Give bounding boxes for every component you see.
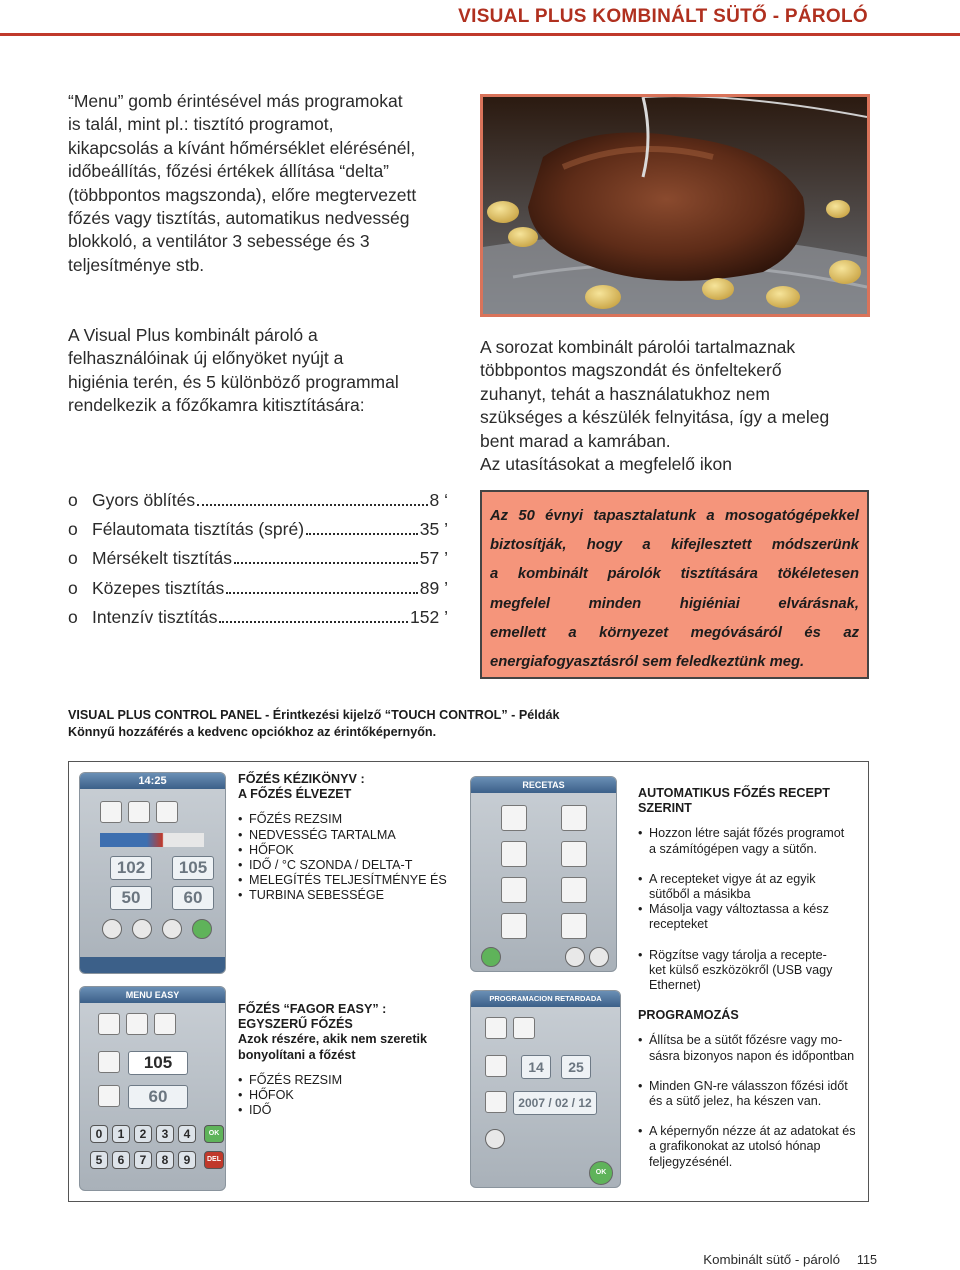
list-item-line: • Rögzítse vagy tárolja a recepte- xyxy=(649,947,827,962)
list-item: • HŐFOK xyxy=(238,843,458,858)
list-item: • MELEGÍTÉS TELJESÍTMÉNYE ÉS xyxy=(238,873,458,888)
dot-leader xyxy=(219,621,408,623)
keypad-5: 5 xyxy=(90,1151,108,1169)
roast-illustration xyxy=(483,97,867,314)
manual-cookbook-text xyxy=(238,772,458,904)
program-duration: 152 ’ xyxy=(410,606,448,627)
screen-title: PROGRAMACION RETARDADA xyxy=(471,991,620,1007)
callout-line: biztosítják, hogy a kifejlesztett módszerünk xyxy=(490,537,859,554)
panel-heading-line: VISUAL PLUS CONTROL PANEL - Érintkezési kijelző “TOUCH CONTROL” - Példák xyxy=(68,708,560,722)
dot-leader xyxy=(226,592,417,594)
probe-line: többpontos magszondát és önfeltekerő xyxy=(480,360,782,381)
keypad-3: 3 xyxy=(156,1125,174,1143)
poultry-recipe-icon xyxy=(501,841,527,867)
delta-icon xyxy=(132,919,152,939)
list-item-line: a számítógépen vagy a sütőn. xyxy=(649,841,818,856)
hygiene-line: felhasználóinak új előnyöket nyújt a xyxy=(68,348,344,369)
date-readout: 2007 / 02 / 12 xyxy=(513,1091,597,1115)
fagor-easy-subheading: EGYSZERŰ FŐZÉS xyxy=(238,1017,353,1032)
manual-heading: FŐZÉS KÉZIKÖNYV : xyxy=(238,772,365,786)
list-item-line: • Minden GN-re válasszon főzési időt xyxy=(649,1078,848,1093)
list-item: • IDŐ / °C SZONDA / DELTA-T xyxy=(238,858,458,873)
menu-easy-screen xyxy=(79,986,226,1191)
list-bullet: o xyxy=(68,606,78,627)
list-item xyxy=(68,519,448,548)
intro-line: főzés vagy tisztítás, automatikus nedvesség xyxy=(68,208,410,229)
start-icon xyxy=(192,919,212,939)
list-item xyxy=(68,548,448,577)
list-bullet: o xyxy=(68,548,78,569)
list-bullet: o xyxy=(68,577,78,598)
probe-line: szükséges a készülék felnyitása, így a meleg xyxy=(480,407,830,428)
steam-mode-icon xyxy=(98,1013,120,1035)
intro-line: blokkoló, a ventilátor 3 sebessége és 3 xyxy=(68,231,370,252)
bakery-recipe-icon xyxy=(561,877,587,903)
probe-paragraph xyxy=(480,336,880,476)
page-number: 115 xyxy=(856,1253,877,1267)
hour-readout: 14 xyxy=(521,1055,551,1079)
convection-mode-icon xyxy=(156,801,178,823)
page-header-title: VISUAL PLUS KOMBINÁLT SÜTŐ - PÁROLÓ xyxy=(458,6,868,27)
program-name: Félautomata tisztítás (spré) xyxy=(92,519,305,540)
meat-recipe-icon xyxy=(501,805,527,831)
list-item-line: • Állítsa be a sütőt főzésre vagy mo- xyxy=(649,1033,843,1048)
intro-line: időbeállítás, főzési értékek állítása “delta” xyxy=(68,161,389,182)
hygiene-line: higiénia terén, és 5 különböző programmal xyxy=(68,371,399,392)
intro-line: (többpontos magszonda), előre megtervezett xyxy=(68,184,417,205)
list-item-line: sütőből a másikba xyxy=(649,887,751,902)
dessert-recipe-icon xyxy=(561,913,587,939)
list-item-line: • A recepteket vigye át az egyik xyxy=(649,871,816,886)
intro-line: is talál, mint pl.: tisztító programot, xyxy=(68,114,334,135)
manual-subheading: A FŐZÉS ÉLVEZET xyxy=(238,787,352,802)
hygiene-paragraph xyxy=(68,324,458,418)
probe-line: zuhanyt, tehát a használatukhoz nem xyxy=(480,383,770,404)
header-bar xyxy=(0,0,960,36)
time-setpoint: 60 xyxy=(172,886,214,910)
experience-callout xyxy=(480,490,869,679)
list-item: • NEDVESSÉG TARTALMA xyxy=(238,828,458,843)
program-duration: 89 ’ xyxy=(419,577,448,598)
program-name: Mérsékelt tisztítás xyxy=(92,548,233,569)
keypad-0: 0 xyxy=(90,1125,108,1143)
list-item-line: ket külső eszközökről (USB vagy xyxy=(649,962,833,977)
minute-readout: 25 xyxy=(561,1055,591,1079)
keypad-9: 9 xyxy=(178,1151,196,1169)
fagor-easy-description: Azok részére, akik nem szeretik xyxy=(238,1032,428,1047)
ok-button-icon: OK xyxy=(589,1161,613,1185)
panel-heading-line: Könnyű hozzáférés a kedvenc opciókhoz az érintőképernyőn. xyxy=(68,725,437,739)
fan-icon xyxy=(162,919,182,939)
keypad-1: 1 xyxy=(112,1125,130,1143)
clock-icon xyxy=(485,1055,507,1077)
dot-leader xyxy=(306,533,418,535)
roast-probe-photo xyxy=(480,94,870,317)
scheduling-heading: PROGRAMOZÁS xyxy=(638,1008,739,1023)
back-icon xyxy=(481,947,501,967)
list-item-line: és a sütő jelez, ha készen van. xyxy=(649,1094,822,1109)
auto-recipe-heading: AUTOMATIKUS FŐZÉS RECEPT xyxy=(638,786,830,800)
temperature-readout: 105 xyxy=(128,1051,188,1075)
calendar-icon xyxy=(485,1091,507,1113)
list-item xyxy=(68,578,448,607)
fagor-easy-text xyxy=(238,1002,458,1118)
callout-line: energiafogyasztásról sem feledkeztünk meg. xyxy=(490,653,805,670)
cleaning-program-list xyxy=(68,490,448,636)
program-name: Intenzív tisztítás xyxy=(92,606,218,627)
list-item-line: a grafikonokat az utolsó hónap xyxy=(649,1139,821,1154)
program-name: Gyors öblítés xyxy=(92,490,196,510)
callout-line: emellett a környezet megóvásáról és az xyxy=(490,624,859,641)
list-item-line: • Hozzon létre saját főzés programot xyxy=(649,826,845,841)
list-item-line: recepteket xyxy=(649,917,708,932)
auto-recipe-subheading: SZERINT xyxy=(638,801,692,816)
screen-clock: 14:25 xyxy=(80,773,225,789)
dot-leader xyxy=(234,562,418,564)
hygiene-line: A Visual Plus kombinált pároló a xyxy=(68,325,318,345)
manual-cooking-screen xyxy=(79,772,226,974)
list-item xyxy=(638,1079,868,1109)
program-duration: 35 ’ xyxy=(419,519,448,540)
steam-mode-icon xyxy=(485,1017,507,1039)
humidity-bar xyxy=(100,833,204,847)
intro-line: kikapcsolás a kívánt hőmérséklet elérésénél, xyxy=(68,137,416,158)
list-item xyxy=(638,826,868,856)
list-item xyxy=(638,1033,868,1063)
list-item: • FŐZÉS REZSIM xyxy=(238,812,458,827)
ok-key: OK xyxy=(204,1125,224,1143)
list-item xyxy=(638,872,868,902)
list-item-line: • Másolja vagy változtassa a kész xyxy=(649,902,829,917)
temperature-readout: 102 xyxy=(110,856,152,880)
program-duration: 57 ’ xyxy=(419,548,448,569)
list-item: • IDŐ xyxy=(238,1103,458,1118)
intro-paragraph xyxy=(68,90,458,277)
list-item-line: sásra bizonyos napon és időpontban xyxy=(649,1048,855,1063)
combi-mode-icon xyxy=(126,1013,148,1035)
list-item xyxy=(638,1124,868,1170)
fagor-easy-heading: FŐZÉS “FAGOR EASY” : xyxy=(238,1002,387,1016)
clock-icon xyxy=(98,1085,120,1107)
fagor-easy-description: bonyolítani a főzést xyxy=(238,1047,356,1062)
list-item: • FŐZÉS REZSIM xyxy=(238,1073,458,1088)
regeneration-recipe-icon xyxy=(501,913,527,939)
list-item xyxy=(638,902,868,932)
menu-icon xyxy=(589,947,609,967)
screen-title: MENU EASY xyxy=(80,987,225,1003)
combi-mode-icon xyxy=(128,801,150,823)
recipes-screen xyxy=(470,776,617,972)
keypad-4: 4 xyxy=(178,1125,196,1143)
list-item-continuation: • TURBINA SEBESSÉGE xyxy=(238,888,458,903)
save-icon xyxy=(565,947,585,967)
screen-bottom-bar xyxy=(80,957,225,973)
scheduled-program-screen xyxy=(470,990,621,1188)
temperature-setpoint: 105 xyxy=(172,856,214,880)
keypad-7: 7 xyxy=(134,1151,152,1169)
list-item-line: Ethernet) xyxy=(649,978,701,993)
callout-line: a kombinált párolók tisztítására tökéletesen xyxy=(490,566,859,583)
seafood-recipe-icon xyxy=(561,841,587,867)
list-bullet: o xyxy=(68,519,78,540)
keypad-8: 8 xyxy=(156,1151,174,1169)
probe-line: A sorozat kombinált párolói tartalmaznak xyxy=(480,337,796,357)
keypad-2: 2 xyxy=(134,1125,152,1143)
probe-line: Az utasításokat a megfelelő ikon xyxy=(480,454,732,475)
list-bullet: o xyxy=(68,490,78,510)
callout-line: Az 50 évnyi tapasztalatunk a mosogatógépekkel xyxy=(490,508,859,524)
list-item-line: • A képernyőn nézze át az adatokat és xyxy=(649,1124,856,1139)
footer-label: Kombinált sütő - pároló xyxy=(703,1252,840,1267)
intro-line: “Menu” gomb érintésével más programokat xyxy=(68,91,403,111)
delete-key: DEL xyxy=(204,1151,224,1169)
list-item: • HŐFOK xyxy=(238,1088,458,1103)
program-duration: 8 ‘ xyxy=(429,490,448,510)
dot-leader xyxy=(197,504,427,506)
list-item xyxy=(68,607,448,636)
hygiene-line: rendelkezik a főzőkamra kitisztítására: xyxy=(68,395,365,416)
callout-line: megfelel minden higiéniai elvárásnak, xyxy=(490,595,859,612)
touch-control-examples xyxy=(68,761,869,1202)
program-name: Közepes tisztítás xyxy=(92,577,225,598)
combi-mode-icon xyxy=(513,1017,535,1039)
screen-title: RECETAS xyxy=(471,777,616,793)
back-icon xyxy=(485,1129,505,1149)
time-readout: 50 xyxy=(110,886,152,910)
list-item xyxy=(638,948,868,994)
list-item-line: feljegyzésénél. xyxy=(649,1154,733,1169)
convection-mode-icon xyxy=(154,1013,176,1035)
list-item xyxy=(68,490,448,519)
intro-line: teljesítménye stb. xyxy=(68,254,205,275)
auto-recipe-text xyxy=(638,786,868,1170)
fish-recipe-icon xyxy=(561,805,587,831)
thermometer-icon xyxy=(98,1051,120,1073)
time-readout: 60 xyxy=(128,1085,188,1109)
steam-mode-icon xyxy=(100,801,122,823)
probe-line: bent marad a kamrában. xyxy=(480,430,671,451)
keypad-6: 6 xyxy=(112,1151,130,1169)
probe-icon xyxy=(102,919,122,939)
control-panel-heading xyxy=(68,707,628,741)
vegetable-recipe-icon xyxy=(501,877,527,903)
